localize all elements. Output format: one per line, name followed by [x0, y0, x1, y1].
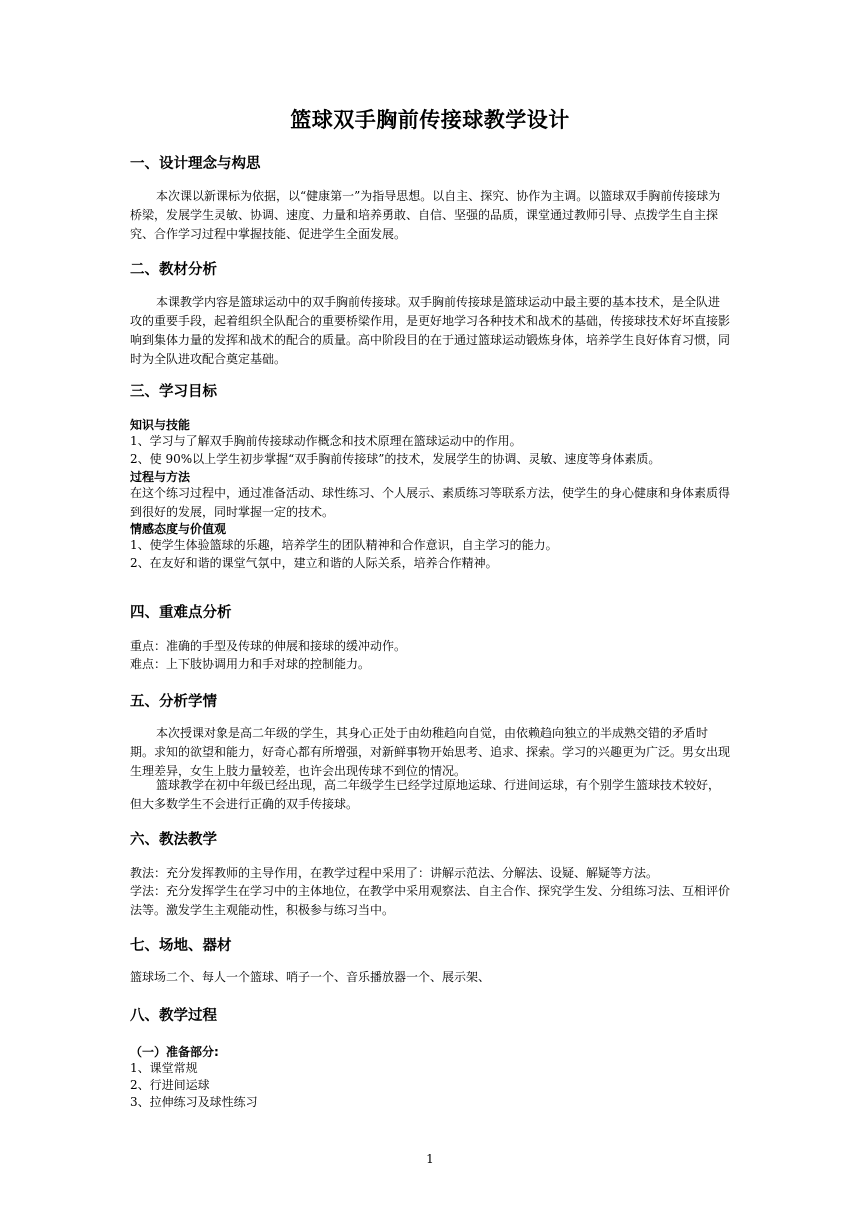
section-heading-venue-equipment: 七、场地、器材 [130, 938, 232, 954]
teaching-method-line: 教法：充分发挥教师的主导作用，在教学过程中采用了：讲解示范法、分解法、设疑、解疑等方法。 [130, 866, 659, 880]
goal-item-3: 1、使学生体验篮球的乐趣，培养学生的团队精神和合作意识，自主学习的能力。 [130, 538, 558, 552]
document-title: 篮球双手胸前传接球教学设计 [290, 108, 570, 132]
section-heading-student-analysis: 五、分析学情 [130, 694, 217, 710]
section-heading-key-points: 四、重难点分析 [130, 605, 232, 621]
paragraph-student-analysis-2: 篮球教学在初中年级已经出现，高二年级学生已经学过原地运球、行进间运球，有个别学生篮球技术较好，但大多数学生不会进行正确的双手传接球。 [130, 778, 721, 811]
subheading-knowledge-skills: 知识与技能 [130, 418, 191, 432]
process-item-3: 3、拉伸练习及球性练习 [130, 1095, 258, 1109]
equipment-line: 篮球场二个、每人一个篮球、哨子一个、音乐播放器一个、展示架、 [130, 970, 491, 984]
section-heading-teaching-process: 八、教学过程 [130, 1008, 217, 1024]
section-heading-learning-goals: 三、学习目标 [130, 384, 217, 400]
learning-method-line: 学法：充分发挥学生在学习中的主体地位，在教学中采用观察法、自主合作、探究学生发、分组练习法、互相评价法等。激发学生主观能动性，积极参与练习当中。 [130, 884, 731, 917]
paragraph-student-analysis-1: 本次授课对象是高二年级的学生，其身心正处于由幼稚趋向自觉，由依赖趋向独立的半成熟交错的矛盾时期。求知的欲望和能力，好奇心都有所增强，对新鲜事物开始思考、追求、探索。学习的兴趣更为广泛。男女出现生理差异，女生上肢力量较差，也许会出现传球不到位的情况。 [130, 726, 731, 778]
process-item-1: 1、课堂常规 [130, 1061, 198, 1075]
paragraph-material-analysis: 本课教学内容是篮球运动中的双手胸前传接球。双手胸前传接球是篮球运动中最主要的基本技术，是全队进攻的重要手段，起着组织全队配合的重要桥梁作用，是更好地学习各种技术和战术的基础，传接球技术好坏直接影响到集体力量的发挥和战术的配合的质量。高中阶段目的在于通过篮球运动锻炼身体，培养学生良好体育习惯，同时为全队进攻配合奠定基础。 [130, 295, 731, 366]
subheading-emotion-values: 情感态度与价值观 [130, 522, 227, 536]
key-point-line: 重点：准确的手型及传球的伸展和接球的缓冲动作。 [130, 639, 407, 653]
difficulty-line: 难点：上下肢协调用力和手对球的控制能力。 [130, 657, 371, 671]
page-number: 1 [426, 1152, 434, 1166]
paragraph-design-concept: 本次课以新课标为依据，以“健康第一”为指导思想。以自主、探究、协作为主调。以篮球双手胸前传接球为桥梁，发展学生灵敏、协调、速度、力量和培养勇敢、自信、坚强的品质，课堂通过教师引导、点拨学生自主探究、合作学习过程中掌握技能、促进学生全面发展。 [130, 189, 721, 241]
paragraph-process-methods: 在这个练习过程中，通过准备活动、球性练习、个人展示、素质练习等联系方法，使学生的身心健康和身体素质得到很好的发展，同时掌握一定的技术。 [130, 486, 731, 519]
goal-item-2: 2、使 90%以上学生初步掌握“双手胸前传接球”的技术，发展学生的协调、灵敏、速度等身体素质。 [130, 452, 661, 466]
subheading-preparation: （一）准备部分: [130, 1045, 219, 1059]
section-heading-design-concept: 一、设计理念与构思 [130, 156, 261, 172]
goal-item-1: 1、学习与了解双手胸前传接球动作概念和技术原理在篮球运动中的作用。 [130, 434, 522, 448]
section-heading-teaching-methods: 六、教法教学 [130, 832, 217, 848]
goal-item-4: 2、在友好和谐的课堂气氛中，建立和谐的人际关系，培养合作精神。 [130, 556, 498, 570]
process-item-2: 2、行进间运球 [130, 1078, 210, 1092]
subheading-process-methods: 过程与方法 [130, 470, 191, 484]
section-heading-material-analysis: 二、教材分析 [130, 262, 217, 278]
